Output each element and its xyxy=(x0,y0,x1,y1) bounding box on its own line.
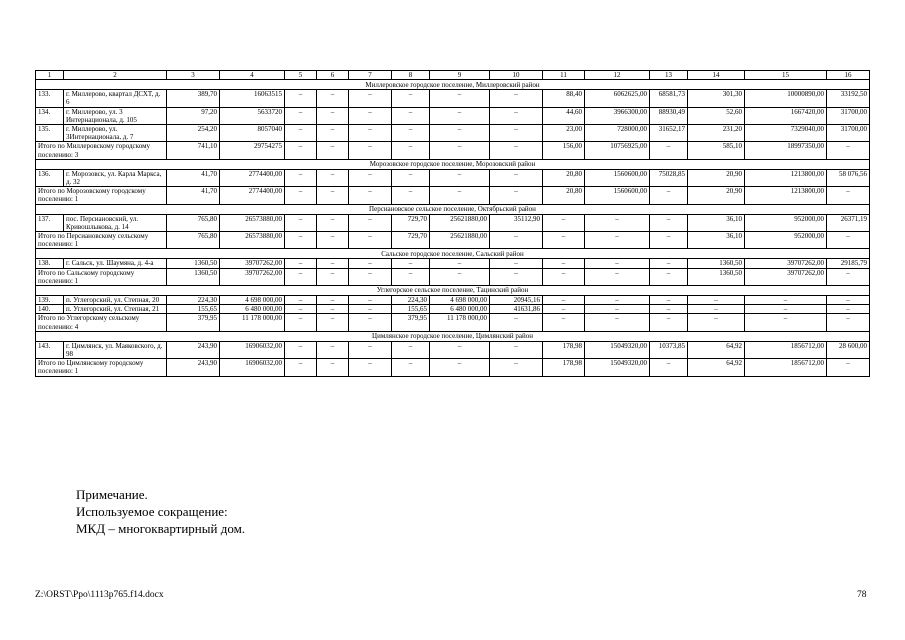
table-cell: – xyxy=(392,259,430,268)
address-cell: г. Миллерово, квартал ДСХТ, д. 6 xyxy=(64,90,167,107)
total-cell: – xyxy=(827,187,870,204)
table-cell: 243,90 xyxy=(167,341,220,358)
table-cell: 88930,49 xyxy=(650,107,688,124)
column-header-13: 13 xyxy=(650,71,688,80)
note-title: Примечание. xyxy=(76,487,148,502)
note-abbreviation-definition: МКД – многоквартирный дом. xyxy=(76,521,246,536)
table-cell: – xyxy=(285,169,317,186)
column-header-11: 11 xyxy=(543,71,585,80)
total-label-cell: Итого по Цимлянскому городскому поселению: 1 xyxy=(36,359,167,376)
total-label-cell: Итого по Углегорскому сельскому поселению: 4 xyxy=(36,314,167,331)
table-cell: 389,70 xyxy=(167,90,220,107)
total-cell: – xyxy=(392,142,430,159)
table-cell: 39707262,00 xyxy=(745,259,827,268)
table-cell: 25621880,00 xyxy=(430,214,490,231)
housing-data-table xyxy=(35,70,870,377)
total-row xyxy=(36,232,870,249)
total-cell: 11 178 000,00 xyxy=(430,314,490,331)
table-cell: 20,90 xyxy=(688,169,745,186)
table-cell: 16063515 xyxy=(220,90,285,107)
table-cell: – xyxy=(827,305,870,314)
section-title: Морозовское городское поселение, Морозовский район xyxy=(36,159,870,169)
table-cell: 6 480 000,00 xyxy=(220,305,285,314)
total-cell: – xyxy=(543,232,585,249)
total-label-cell: Итого по Морозовскому городскому поселению: 1 xyxy=(36,187,167,204)
row-number-cell: 143. xyxy=(36,341,64,358)
table-cell: 952000,00 xyxy=(745,214,827,231)
table-cell: 1856712,00 xyxy=(745,341,827,358)
total-cell: 585,10 xyxy=(688,142,745,159)
total-cell: – xyxy=(827,268,870,285)
table-cell: – xyxy=(430,90,490,107)
total-row xyxy=(36,314,870,331)
table-cell: 729,70 xyxy=(392,214,430,231)
table-cell: – xyxy=(349,341,392,358)
total-cell: 11 178 000,00 xyxy=(220,314,285,331)
table-cell: – xyxy=(285,259,317,268)
table-cell: – xyxy=(827,296,870,305)
table-cell: 178,98 xyxy=(543,341,585,358)
table-cell: 231,20 xyxy=(688,125,745,142)
total-cell: 1360,50 xyxy=(167,268,220,285)
row-number-cell: 140. xyxy=(36,305,64,314)
total-cell: – xyxy=(490,142,543,159)
total-cell: – xyxy=(490,187,543,204)
address-cell: г. Цимлянск, ул. Маяковского, д. 98 xyxy=(64,341,167,358)
table-row xyxy=(36,341,870,358)
total-cell: 1360,50 xyxy=(688,268,745,285)
total-cell: 20,90 xyxy=(688,187,745,204)
table-cell: – xyxy=(650,259,688,268)
total-cell: – xyxy=(650,359,688,376)
total-cell: – xyxy=(827,359,870,376)
total-cell: 1213800,00 xyxy=(745,187,827,204)
column-header-1: 1 xyxy=(36,71,64,80)
table-cell: 52,60 xyxy=(688,107,745,124)
total-cell: – xyxy=(317,359,349,376)
total-cell: 379,95 xyxy=(167,314,220,331)
table-cell: – xyxy=(317,259,349,268)
section-title: Углегорское сельское поселение, Тацинский район xyxy=(36,286,870,296)
table-cell: – xyxy=(585,214,650,231)
column-header-9: 9 xyxy=(430,71,490,80)
table-cell: 224,30 xyxy=(392,296,430,305)
table-cell: – xyxy=(285,341,317,358)
total-cell: – xyxy=(490,232,543,249)
row-number-cell: 133. xyxy=(36,90,64,107)
total-cell: 729,70 xyxy=(392,232,430,249)
table-cell: 765,80 xyxy=(167,214,220,231)
total-row xyxy=(36,142,870,159)
table-row xyxy=(36,107,870,124)
total-cell: – xyxy=(650,142,688,159)
table-cell: – xyxy=(543,305,585,314)
table-cell: – xyxy=(650,214,688,231)
total-cell: 765,80 xyxy=(167,232,220,249)
table-cell: 224,30 xyxy=(167,296,220,305)
table-cell: – xyxy=(317,214,349,231)
total-cell: 952000,00 xyxy=(745,232,827,249)
table-cell: 301,30 xyxy=(688,90,745,107)
total-cell: – xyxy=(285,359,317,376)
table-cell: 4 698 000,00 xyxy=(220,296,285,305)
total-cell: – xyxy=(490,314,543,331)
table-cell: 88,40 xyxy=(543,90,585,107)
table-cell: – xyxy=(430,169,490,186)
total-cell: – xyxy=(745,314,827,331)
table-cell: 20945,16 xyxy=(490,296,543,305)
table-cell: – xyxy=(430,125,490,142)
table-cell: 155,65 xyxy=(392,305,430,314)
total-cell: – xyxy=(285,232,317,249)
total-cell: – xyxy=(285,142,317,159)
table-cell: – xyxy=(392,125,430,142)
table-cell: – xyxy=(317,305,349,314)
total-cell: – xyxy=(317,268,349,285)
total-cell: – xyxy=(430,268,490,285)
total-cell: – xyxy=(543,268,585,285)
table-cell: – xyxy=(688,305,745,314)
column-header-8: 8 xyxy=(392,71,430,80)
total-cell: – xyxy=(349,232,392,249)
column-header-10: 10 xyxy=(490,71,543,80)
column-header-14: 14 xyxy=(688,71,745,80)
section-header-row xyxy=(36,286,870,296)
table-cell: – xyxy=(490,259,543,268)
table-row xyxy=(36,259,870,268)
total-row xyxy=(36,187,870,204)
notes-block xyxy=(76,486,245,537)
table-cell: 16906032,00 xyxy=(220,341,285,358)
address-cell: п. Углегорский, ул. Степная, 20 xyxy=(64,296,167,305)
table-cell: – xyxy=(317,125,349,142)
table-cell: 2774400,00 xyxy=(220,169,285,186)
table-cell: 44,60 xyxy=(543,107,585,124)
document-file-path: Z:\ORST\Ppo\1113p765.f14.docx xyxy=(35,590,164,600)
table-cell: – xyxy=(285,214,317,231)
address-cell: пос. Персиановский, ул. Кривошлыкова, д. 14 xyxy=(64,214,167,231)
table-cell: – xyxy=(285,90,317,107)
table-cell: – xyxy=(349,296,392,305)
table-cell: 31700,00 xyxy=(827,125,870,142)
table-cell: – xyxy=(585,296,650,305)
table-cell: 5633720 xyxy=(220,107,285,124)
total-cell: – xyxy=(430,142,490,159)
total-cell: – xyxy=(430,187,490,204)
total-cell: – xyxy=(688,314,745,331)
table-body xyxy=(36,80,870,376)
total-cell: 178,98 xyxy=(543,359,585,376)
table-cell: – xyxy=(349,107,392,124)
table-row xyxy=(36,169,870,186)
table-cell: 28 600,00 xyxy=(827,341,870,358)
address-cell: г. Морозовск, ул. Карла Маркса, д. 32 xyxy=(64,169,167,186)
total-cell: 1856712,00 xyxy=(745,359,827,376)
total-cell: – xyxy=(585,232,650,249)
table-cell: 20,80 xyxy=(543,169,585,186)
total-cell: 741,10 xyxy=(167,142,220,159)
total-cell: – xyxy=(430,359,490,376)
table-cell: 1360,50 xyxy=(688,259,745,268)
table-cell: 41631,86 xyxy=(490,305,543,314)
table-cell: 1560600,00 xyxy=(585,169,650,186)
table-cell: – xyxy=(490,90,543,107)
table-cell: 26573880,00 xyxy=(220,214,285,231)
table-cell: 1667420,00 xyxy=(745,107,827,124)
table-cell: – xyxy=(392,341,430,358)
table-cell: – xyxy=(745,296,827,305)
table-cell: 68581,73 xyxy=(650,90,688,107)
table-cell: – xyxy=(285,296,317,305)
total-cell: 2774400,00 xyxy=(220,187,285,204)
total-label-cell: Итого по Персиановскому сельскому поселению: 1 xyxy=(36,232,167,249)
total-cell: 36,10 xyxy=(688,232,745,249)
total-cell: – xyxy=(827,232,870,249)
section-header-row xyxy=(36,204,870,214)
table-cell: – xyxy=(349,125,392,142)
table-cell: 1213800,00 xyxy=(745,169,827,186)
table-cell: – xyxy=(317,341,349,358)
table-cell: 4 698 000,00 xyxy=(430,296,490,305)
total-cell: 39707262,00 xyxy=(220,268,285,285)
table-cell: – xyxy=(317,296,349,305)
table-cell: 3966300,00 xyxy=(585,107,650,124)
table-cell: 23,00 xyxy=(543,125,585,142)
total-cell: – xyxy=(650,187,688,204)
table-cell: 33192,50 xyxy=(827,90,870,107)
column-header-2: 2 xyxy=(64,71,167,80)
section-header-row xyxy=(36,159,870,169)
table-cell: – xyxy=(317,107,349,124)
total-cell: 10756925,00 xyxy=(585,142,650,159)
table-cell: – xyxy=(490,169,543,186)
table-cell: 35112,90 xyxy=(490,214,543,231)
total-cell: – xyxy=(650,268,688,285)
total-row xyxy=(36,268,870,285)
table-cell: 6062625,00 xyxy=(585,90,650,107)
column-number-header xyxy=(36,71,870,80)
table-cell: 155,65 xyxy=(167,305,220,314)
table-cell: – xyxy=(349,169,392,186)
table-cell: – xyxy=(543,296,585,305)
table-cell: – xyxy=(543,214,585,231)
table-cell: – xyxy=(349,214,392,231)
total-cell: – xyxy=(317,232,349,249)
address-cell: г. Миллерово, ул. 3 Интернационала, д. 105 xyxy=(64,107,167,124)
table-cell: – xyxy=(430,107,490,124)
table-cell: – xyxy=(543,259,585,268)
total-cell: 29754275 xyxy=(220,142,285,159)
table-cell: – xyxy=(392,169,430,186)
table-cell: 728000,00 xyxy=(585,125,650,142)
total-cell: – xyxy=(650,232,688,249)
row-number-cell: 136. xyxy=(36,169,64,186)
table-cell: 10000890,00 xyxy=(745,90,827,107)
total-cell: – xyxy=(490,268,543,285)
section-title: Сальское городское поселение, Сальский район xyxy=(36,249,870,259)
total-cell: 18997350,00 xyxy=(745,142,827,159)
table-cell: – xyxy=(745,305,827,314)
row-number-cell: 135. xyxy=(36,125,64,142)
table-cell: 26371,19 xyxy=(827,214,870,231)
total-cell: 64,92 xyxy=(688,359,745,376)
table-cell: 10373,85 xyxy=(650,341,688,358)
data-table-container xyxy=(35,70,870,377)
table-cell: 29185,79 xyxy=(827,259,870,268)
section-header-row xyxy=(36,331,870,341)
header-row xyxy=(36,71,870,80)
table-cell: – xyxy=(349,259,392,268)
total-cell: – xyxy=(349,187,392,204)
total-cell: 16906032,00 xyxy=(220,359,285,376)
table-cell: 8057040 xyxy=(220,125,285,142)
table-cell: – xyxy=(650,305,688,314)
table-cell: 36,10 xyxy=(688,214,745,231)
table-cell: 254,20 xyxy=(167,125,220,142)
table-cell: – xyxy=(317,169,349,186)
total-cell: – xyxy=(285,314,317,331)
note-abbreviation-heading: Используемое сокращение: xyxy=(76,504,228,519)
total-cell: – xyxy=(392,268,430,285)
total-cell: – xyxy=(827,142,870,159)
total-cell: 26573880,00 xyxy=(220,232,285,249)
table-cell: – xyxy=(349,305,392,314)
total-cell: 39707262,00 xyxy=(745,268,827,285)
table-cell: 64,92 xyxy=(688,341,745,358)
table-cell: – xyxy=(490,107,543,124)
column-header-3: 3 xyxy=(167,71,220,80)
column-header-6: 6 xyxy=(317,71,349,80)
table-cell: 97,20 xyxy=(167,107,220,124)
table-row xyxy=(36,305,870,314)
column-header-16: 16 xyxy=(827,71,870,80)
row-number-cell: 138. xyxy=(36,259,64,268)
column-header-15: 15 xyxy=(745,71,827,80)
total-cell: 243,90 xyxy=(167,359,220,376)
total-cell: – xyxy=(650,314,688,331)
table-cell: – xyxy=(490,125,543,142)
row-number-cell: 139. xyxy=(36,296,64,305)
address-cell: г. Сальск, ул. Шаумяна, д. 4-а xyxy=(64,259,167,268)
address-cell: г. Миллерово, ул. 3Интернационала, д. 7 xyxy=(64,125,167,142)
total-cell: – xyxy=(585,314,650,331)
table-cell: – xyxy=(285,107,317,124)
total-cell: – xyxy=(827,314,870,331)
table-cell: – xyxy=(285,305,317,314)
column-header-7: 7 xyxy=(349,71,392,80)
total-label-cell: Итого по Сальскому городскому поселению: 1 xyxy=(36,268,167,285)
section-header-row xyxy=(36,80,870,90)
table-cell: – xyxy=(392,90,430,107)
total-cell: – xyxy=(285,187,317,204)
total-cell: – xyxy=(285,268,317,285)
table-cell: 31652,17 xyxy=(650,125,688,142)
total-cell: – xyxy=(349,268,392,285)
total-cell: – xyxy=(392,187,430,204)
total-cell: – xyxy=(543,314,585,331)
table-cell: – xyxy=(430,259,490,268)
column-header-5: 5 xyxy=(285,71,317,80)
total-cell: 379,95 xyxy=(392,314,430,331)
table-cell: – xyxy=(430,341,490,358)
total-cell: – xyxy=(349,314,392,331)
total-cell: – xyxy=(585,268,650,285)
table-cell: – xyxy=(392,107,430,124)
page-number: 78 xyxy=(857,590,867,600)
table-row xyxy=(36,90,870,107)
column-header-12: 12 xyxy=(585,71,650,80)
total-cell: – xyxy=(349,359,392,376)
table-cell: 7329040,00 xyxy=(745,125,827,142)
table-cell: – xyxy=(285,125,317,142)
total-cell: 41,70 xyxy=(167,187,220,204)
total-cell: 20,80 xyxy=(543,187,585,204)
table-cell: 31700,00 xyxy=(827,107,870,124)
table-cell: – xyxy=(585,259,650,268)
section-header-row xyxy=(36,249,870,259)
total-cell: 156,00 xyxy=(543,142,585,159)
table-cell: – xyxy=(317,90,349,107)
total-cell: – xyxy=(317,187,349,204)
table-cell: – xyxy=(349,90,392,107)
total-cell: – xyxy=(392,359,430,376)
table-cell: – xyxy=(490,341,543,358)
table-cell: 39707262,00 xyxy=(220,259,285,268)
table-cell: 75028,85 xyxy=(650,169,688,186)
total-label-cell: Итого по Миллеровскому городскому поселению: 3 xyxy=(36,142,167,159)
table-cell: 41,70 xyxy=(167,169,220,186)
section-title: Цимлянское городское поселение, Цимлянский район xyxy=(36,331,870,341)
table-row xyxy=(36,214,870,231)
table-cell: 15049320,00 xyxy=(585,341,650,358)
row-number-cell: 134. xyxy=(36,107,64,124)
table-cell: – xyxy=(585,305,650,314)
table-cell: 6 480 000,00 xyxy=(430,305,490,314)
table-cell: 58 076,56 xyxy=(827,169,870,186)
address-cell: п. Углегорский, ул. Степная, 21 xyxy=(64,305,167,314)
section-title: Миллеровское городское поселение, Миллеровский район xyxy=(36,80,870,90)
column-header-4: 4 xyxy=(220,71,285,80)
total-cell: 25621880,00 xyxy=(430,232,490,249)
table-row xyxy=(36,296,870,305)
total-cell: – xyxy=(349,142,392,159)
section-title: Персиановское сельское поселение, Октябрьский район xyxy=(36,204,870,214)
total-row xyxy=(36,359,870,376)
total-cell: 15049320,00 xyxy=(585,359,650,376)
row-number-cell: 137. xyxy=(36,214,64,231)
table-cell: 1360,50 xyxy=(167,259,220,268)
total-cell: – xyxy=(317,314,349,331)
total-cell: – xyxy=(317,142,349,159)
table-row xyxy=(36,125,870,142)
total-cell: 1560600,00 xyxy=(585,187,650,204)
table-cell: – xyxy=(688,296,745,305)
total-cell: – xyxy=(490,359,543,376)
table-cell: – xyxy=(650,296,688,305)
